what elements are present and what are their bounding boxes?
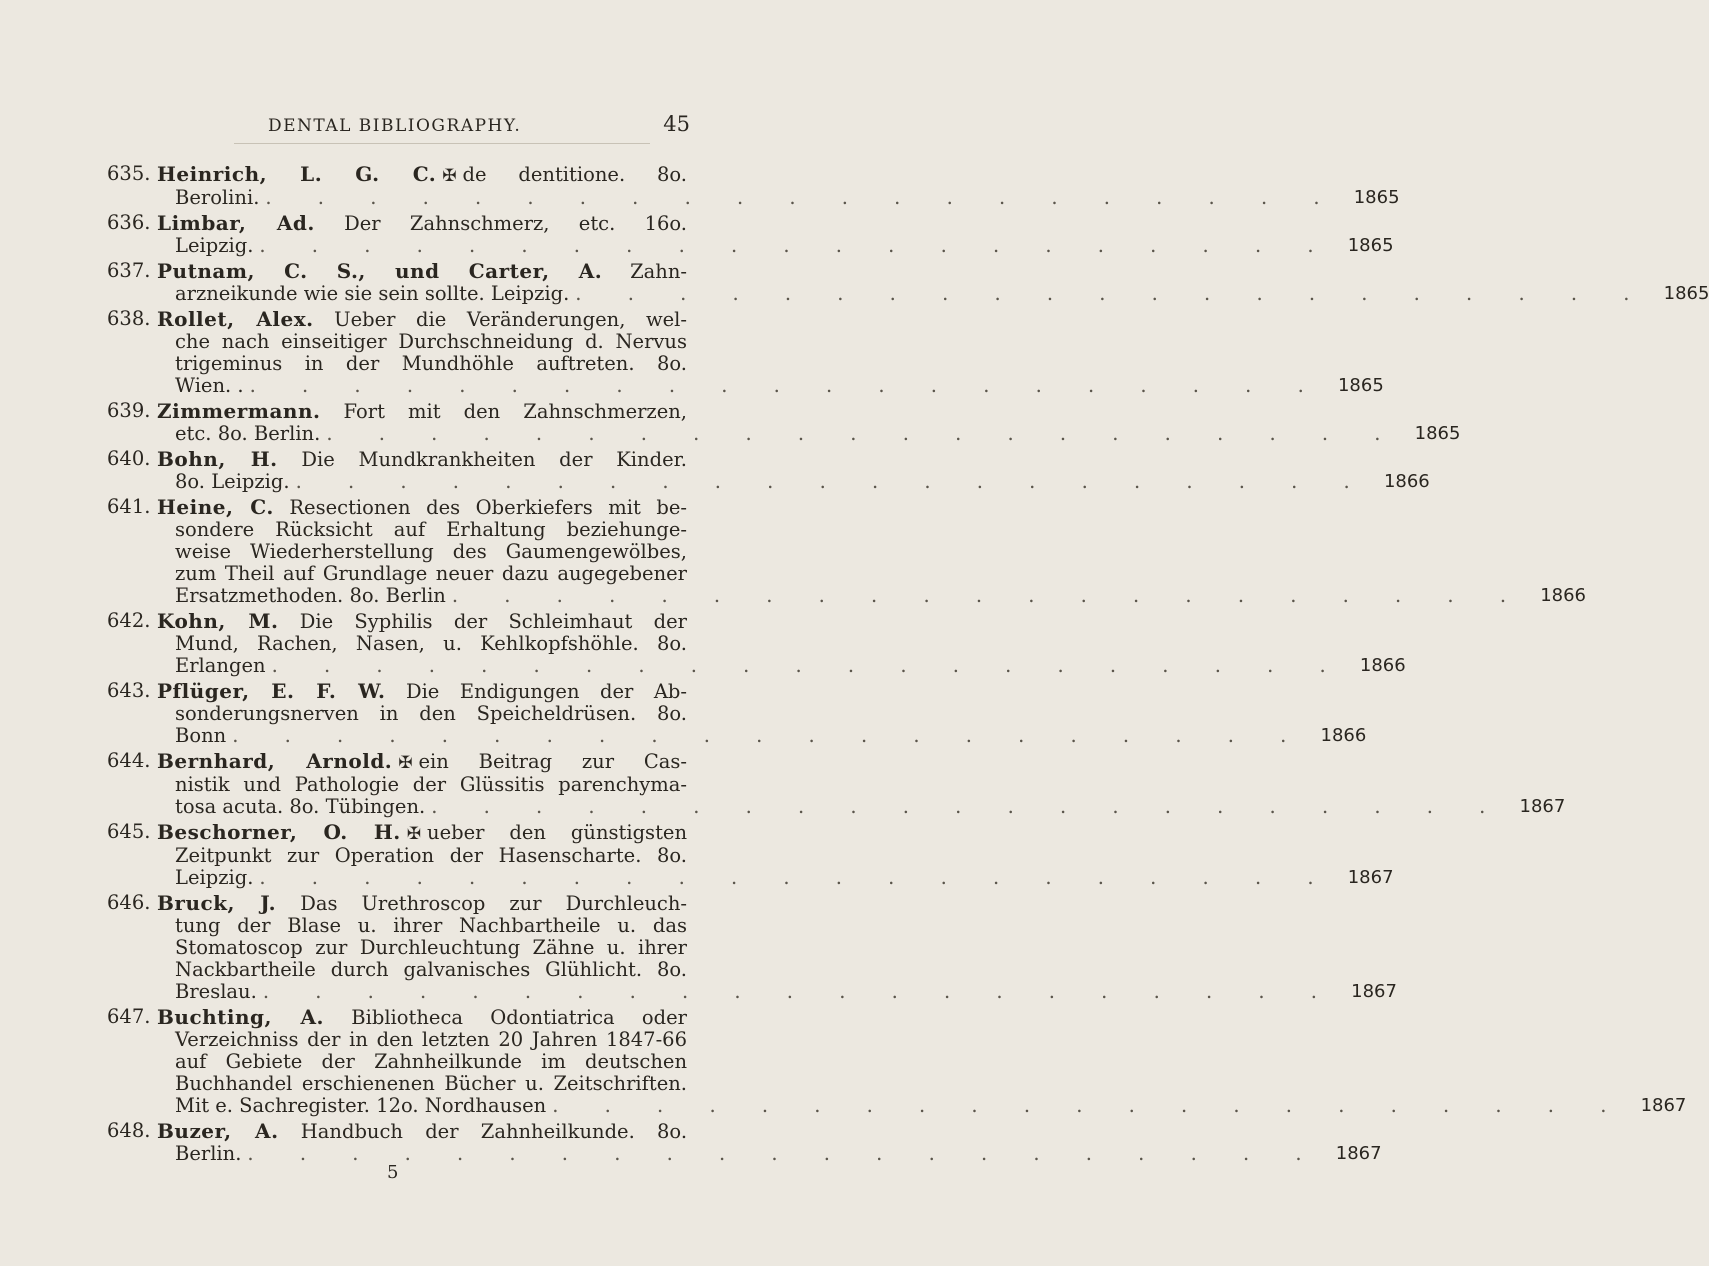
bibliography-entry (107, 679, 1367, 747)
entry-line-text (157, 163, 687, 186)
entry-line (157, 308, 687, 331)
bibliography-entry (107, 495, 1587, 607)
entry-text: Ersatzmethoden. 8o. Berlin (175, 584, 446, 607)
entry-text: Die Syphilis der Schleimhaut der (299, 610, 687, 633)
entry-body (157, 679, 1367, 747)
bibliography-entry (107, 609, 1406, 677)
entry-line (175, 331, 687, 353)
bibliography-entry (107, 749, 1566, 818)
entry-number: 648. (107, 1119, 151, 1142)
header-rule (234, 143, 650, 144)
entry-line-text (175, 655, 266, 677)
entry-author: Kohn, M. (157, 609, 279, 633)
entry-year: 1865 (1414, 423, 1461, 444)
entry-body (157, 749, 1566, 818)
entry-text: 8o. Leipzig. (175, 470, 290, 493)
entry-text: Leipzig. (175, 866, 254, 889)
entry-number: 646. (107, 891, 151, 914)
entry-text: Zeitpunkt zur Operation der Hasenscharte. 8o. (175, 844, 687, 867)
entry-line-text (157, 308, 687, 331)
page-number: 45 (663, 112, 690, 136)
dot-leader: . . . . . . . . . . . . . . . . . . . . . (451, 584, 1527, 607)
entry-year: 1865 (1347, 235, 1394, 256)
bibliography-entry (107, 891, 1397, 1003)
entry-line (175, 937, 687, 959)
entry-line (175, 1142, 1382, 1165)
entry-line (175, 654, 1406, 677)
entry-number: 643. (107, 679, 151, 702)
entry-line (175, 959, 687, 981)
entry-line (157, 610, 687, 633)
running-head (268, 112, 690, 142)
entry-line-text (175, 187, 259, 209)
entry-text: etc. 8o. Berlin. (175, 422, 321, 445)
entry-line (175, 584, 1587, 607)
bibliography-list (107, 162, 1709, 1168)
entry-line (175, 845, 687, 867)
entry-text: zum Theil auf Grundlage neuer dazu augegebener (175, 562, 687, 585)
entry-body (157, 447, 1430, 493)
entry-text: ein Beitrag zur Cas- (418, 750, 687, 773)
entry-number: 637. (107, 259, 151, 282)
entry-author: Limbar, Ad. (157, 211, 315, 235)
entry-text: weise Wiederherstellung des Gaumengewölbes, (175, 540, 687, 563)
entry-year: 1867 (1640, 1095, 1687, 1116)
entry-text: Berlin. (175, 1142, 242, 1165)
entry-text: Die Endigungen der Ab- (405, 680, 687, 703)
entry-line-text (175, 1143, 241, 1165)
entry-line (175, 234, 1394, 257)
entry-text: Buchhandel erschienenen Bücher u. Zeitschriften. (175, 1072, 687, 1095)
entry-number: 640. (107, 447, 151, 470)
entry-text: Mit e. Sachregister. 12o. Nordhausen (175, 1094, 547, 1117)
entry-line-text (175, 235, 253, 257)
entry-body (157, 820, 1394, 889)
dot-leader: . . . . . . . . . . . . . . . . . . . . . (249, 374, 1324, 397)
entry-line-text (175, 867, 253, 889)
dot-leader: . . . . . . . . . . . . . . . . . . . . . (265, 186, 1340, 209)
entry-year: 1865 (1337, 375, 1384, 396)
entry-line (157, 448, 687, 471)
entry-line-text (157, 750, 687, 773)
dot-leader: . . . . . . . . . . . . . . . . . . . . . (259, 234, 1334, 257)
entry-text: sondere Rücksicht auf Erhaltung beziehunge- (175, 518, 687, 541)
dot-leader: . . . . . . . . . . . . . . . . . . . . . (326, 422, 1401, 445)
entry-line (175, 703, 687, 725)
entry-body (157, 307, 1384, 397)
entry-line (157, 400, 687, 423)
entry-line (175, 541, 687, 563)
entry-line (175, 519, 687, 541)
entry-text: Resectionen des Oberkiefers mit be- (289, 496, 687, 519)
entry-text: arzneikunde wie sie sein sollte. Leipzig. (175, 282, 570, 305)
entry-year: 1867 (1347, 867, 1394, 888)
entry-body (157, 891, 1397, 1003)
bibliography-entry (107, 1119, 1382, 1165)
entry-text: Breslau. (175, 980, 257, 1003)
entry-line (175, 282, 1709, 305)
entry-year: 1866 (1320, 725, 1367, 746)
entry-text: sonderungsnerven in den Speicheldrüsen. 8o. (175, 702, 687, 725)
entry-number: 636. (107, 211, 151, 234)
entry-author: Putnam, C. S., und Carter, A. (157, 259, 603, 283)
entry-author: Heinrich, L. G. C. (157, 162, 437, 186)
entry-line (175, 1051, 687, 1073)
bibliography-entry (107, 259, 1709, 305)
entry-line-text (157, 1120, 687, 1143)
entry-year: 1867 (1519, 796, 1566, 817)
entry-text: Leipzig. (175, 234, 254, 257)
entry-line (175, 980, 1397, 1003)
entry-line (175, 724, 1367, 747)
bibliography-entry (107, 162, 1400, 209)
entry-text: Zahn- (630, 260, 687, 283)
entry-line (157, 212, 687, 235)
entry-line-text (157, 821, 687, 844)
entry-line-text (157, 448, 687, 471)
entry-line (175, 1073, 687, 1095)
entry-line-text (157, 496, 687, 519)
entry-body (157, 211, 1394, 257)
entry-line-text (175, 936, 687, 959)
entry-line-text (175, 702, 687, 725)
entry-text: Berolini. (175, 186, 260, 209)
entry-text: ueber den günstigsten (427, 821, 688, 844)
entry-body (157, 399, 1461, 445)
entry-year: 1865 (1663, 283, 1709, 304)
entry-line-text (175, 1072, 687, 1095)
entry-line-text (175, 1028, 687, 1051)
entry-text: de dentitione. 8o. (462, 163, 687, 186)
entry-line-text (175, 471, 290, 493)
entry-line-text (157, 1006, 687, 1029)
entry-text: Bonn (175, 724, 227, 747)
entry-line (157, 750, 687, 774)
entry-line-text (175, 562, 687, 585)
entry-author: Pflüger, E. F. W. (157, 679, 386, 703)
entry-text: Bibliotheca Odontiatrica oder (351, 1006, 688, 1029)
entry-line-text (175, 375, 244, 397)
entry-author: Heine, C. (157, 495, 274, 519)
entry-body (157, 162, 1400, 209)
entry-text: nistik und Pathologie der Glüssitis parenchyma- (175, 773, 687, 796)
bibliography-entry (107, 211, 1394, 257)
entry-text: Mund, Rachen, Nasen, u. Kehlkopfshöhle. 8o. (175, 632, 687, 655)
entry-line-text (175, 283, 569, 305)
bibliography-entry (107, 447, 1430, 493)
entry-line-text (175, 585, 446, 607)
entry-line (157, 1120, 687, 1143)
entry-line-text (157, 680, 687, 703)
entry-number: 635. (107, 162, 151, 185)
entry-number: 647. (107, 1005, 151, 1028)
entry-author: Buzer, A. (157, 1119, 279, 1143)
entry-line (157, 163, 687, 187)
entry-line-text (175, 958, 687, 981)
entry-year: 1867 (1335, 1143, 1382, 1164)
entry-text: tosa acuta. 8o. Tübingen. (175, 795, 426, 818)
dot-leader: . . . . . . . . . . . . . . . . . . . . . (247, 1142, 1322, 1165)
entry-line-text (175, 844, 687, 867)
entry-body (157, 1119, 1382, 1165)
entry-author: Bohn, H. (157, 447, 278, 471)
entry-body (157, 1005, 1687, 1117)
entry-line (175, 374, 1384, 397)
entry-line-text (175, 540, 687, 563)
entry-line-text (175, 352, 687, 375)
entry-author: Zimmermann. (157, 399, 321, 423)
entry-line (175, 563, 687, 585)
running-title: DENTAL BIBLIOGRAPHY. (268, 116, 522, 136)
entry-body (157, 495, 1587, 607)
entry-line (175, 633, 687, 655)
dot-leader: . . . . . . . . . . . . . . . . . . . . . (295, 470, 1370, 493)
entry-number: 639. (107, 399, 151, 422)
entry-line (175, 1094, 1687, 1117)
entry-author: Buchting, A. (157, 1005, 324, 1029)
entry-line (157, 680, 687, 703)
bibliography-entry (107, 307, 1384, 397)
entry-line-text (175, 725, 226, 747)
dot-leader: . . . . . . . . . . . . . . . . . . . . . (262, 980, 1337, 1003)
entry-number: 642. (107, 609, 151, 632)
entry-body (157, 259, 1709, 305)
entry-line-text (175, 981, 257, 1003)
entry-line-text (175, 914, 687, 937)
entry-author: Beschorner, O. H. (157, 820, 401, 844)
entry-text: Nackbartheile durch galvanisches Glühlicht. 8o. (175, 958, 687, 981)
entry-author: Rollet, Alex. (157, 307, 314, 331)
entry-year: 1865 (1353, 187, 1400, 208)
cross-icon: ✠ (406, 824, 422, 844)
entry-line (175, 915, 687, 937)
dot-leader: . . . . . . . . . . . . . . . . . . . . . (232, 724, 1307, 747)
entry-line-text (175, 423, 320, 445)
dot-leader: . . . . . . . . . . . . . . . . . . . . . (259, 866, 1334, 889)
entry-text: che nach einseitiger Durchschneidung d. Nervus (175, 330, 687, 353)
entry-text: Verzeichniss der in den letzten 20 Jahren 1847-66 (175, 1028, 687, 1051)
entry-line-text (157, 260, 687, 283)
entry-line-text (175, 796, 425, 818)
entry-number: 638. (107, 307, 151, 330)
entry-line (157, 892, 687, 915)
entry-text: Die Mundkrankheiten der Kinder. (301, 448, 687, 471)
entry-year: 1867 (1351, 981, 1397, 1002)
dot-leader: . . . . . . . . . . . . . . . . . . . . . (271, 654, 1346, 677)
entry-line-text (175, 518, 687, 541)
entry-text: Ueber die Veränderungen, wel- (334, 308, 688, 331)
bibliography-entry (107, 399, 1461, 445)
dot-leader: . . . . . . . . . . . . . . . . . . . . . (552, 1094, 1627, 1117)
entry-year: 1866 (1359, 655, 1406, 676)
entry-author: Bruck, J. (157, 891, 277, 915)
dot-leader: . . . . . . . . . . . . . . . . . . . . . (575, 282, 1650, 305)
dot-leader: . . . . . . . . . . . . . . . . . . . . . (431, 795, 1506, 818)
entry-line (175, 1029, 687, 1051)
entry-text: Das Urethroscop zur Durchleuch- (300, 892, 687, 915)
cross-icon: ✠ (442, 166, 457, 186)
entry-body (157, 609, 1406, 677)
entry-line-text (175, 632, 687, 655)
cross-icon: ✠ (398, 753, 413, 773)
entry-text: trigeminus in der Mundhöhle auftreten. 8o. (175, 352, 687, 375)
entry-number: 641. (107, 495, 151, 518)
entry-text: Erlangen (175, 654, 266, 677)
entry-line (157, 821, 687, 845)
entry-line-text (175, 1050, 687, 1073)
entry-text: Der Zahnschmerz, etc. 16o. (344, 212, 687, 235)
entry-text: auf Gebiete der Zahnheilkunde im deutschen (175, 1050, 687, 1073)
entry-number: 644. (107, 749, 151, 772)
bibliography-entry (107, 820, 1394, 889)
entry-line-text (175, 773, 687, 796)
entry-line-text (157, 892, 687, 915)
entry-text: Wien. . (175, 374, 244, 397)
entry-author: Bernhard, Arnold. (157, 749, 393, 773)
entry-line (175, 422, 1461, 445)
entry-line (175, 470, 1430, 493)
entry-line-text (157, 610, 687, 633)
entry-line (175, 186, 1400, 209)
entry-line-text (175, 1095, 546, 1117)
entry-year: 1866 (1383, 471, 1430, 492)
entry-line-text (175, 330, 687, 353)
entry-line (175, 353, 687, 375)
entry-line (175, 795, 1566, 818)
entry-text: tung der Blase u. ihrer Nachbartheile u. das (175, 914, 687, 937)
entry-year: 1866 (1540, 585, 1587, 606)
entry-line-text (157, 212, 687, 235)
signature-mark: 5 (387, 1162, 399, 1183)
entry-line (175, 774, 687, 796)
entry-text: Fort mit den Zahnschmerzen, (343, 400, 687, 423)
entry-line (157, 260, 687, 283)
entry-number: 645. (107, 820, 151, 843)
entry-text: Handbuch der Zahnheilkunde. 8o. (300, 1120, 688, 1143)
bibliography-entry (107, 1005, 1687, 1117)
entry-text: Stomatoscop zur Durchleuchtung Zähne u. ihrer (175, 936, 687, 959)
entry-line (175, 866, 1394, 889)
entry-line (157, 1006, 687, 1029)
entry-line (157, 496, 687, 519)
entry-line-text (157, 400, 687, 423)
